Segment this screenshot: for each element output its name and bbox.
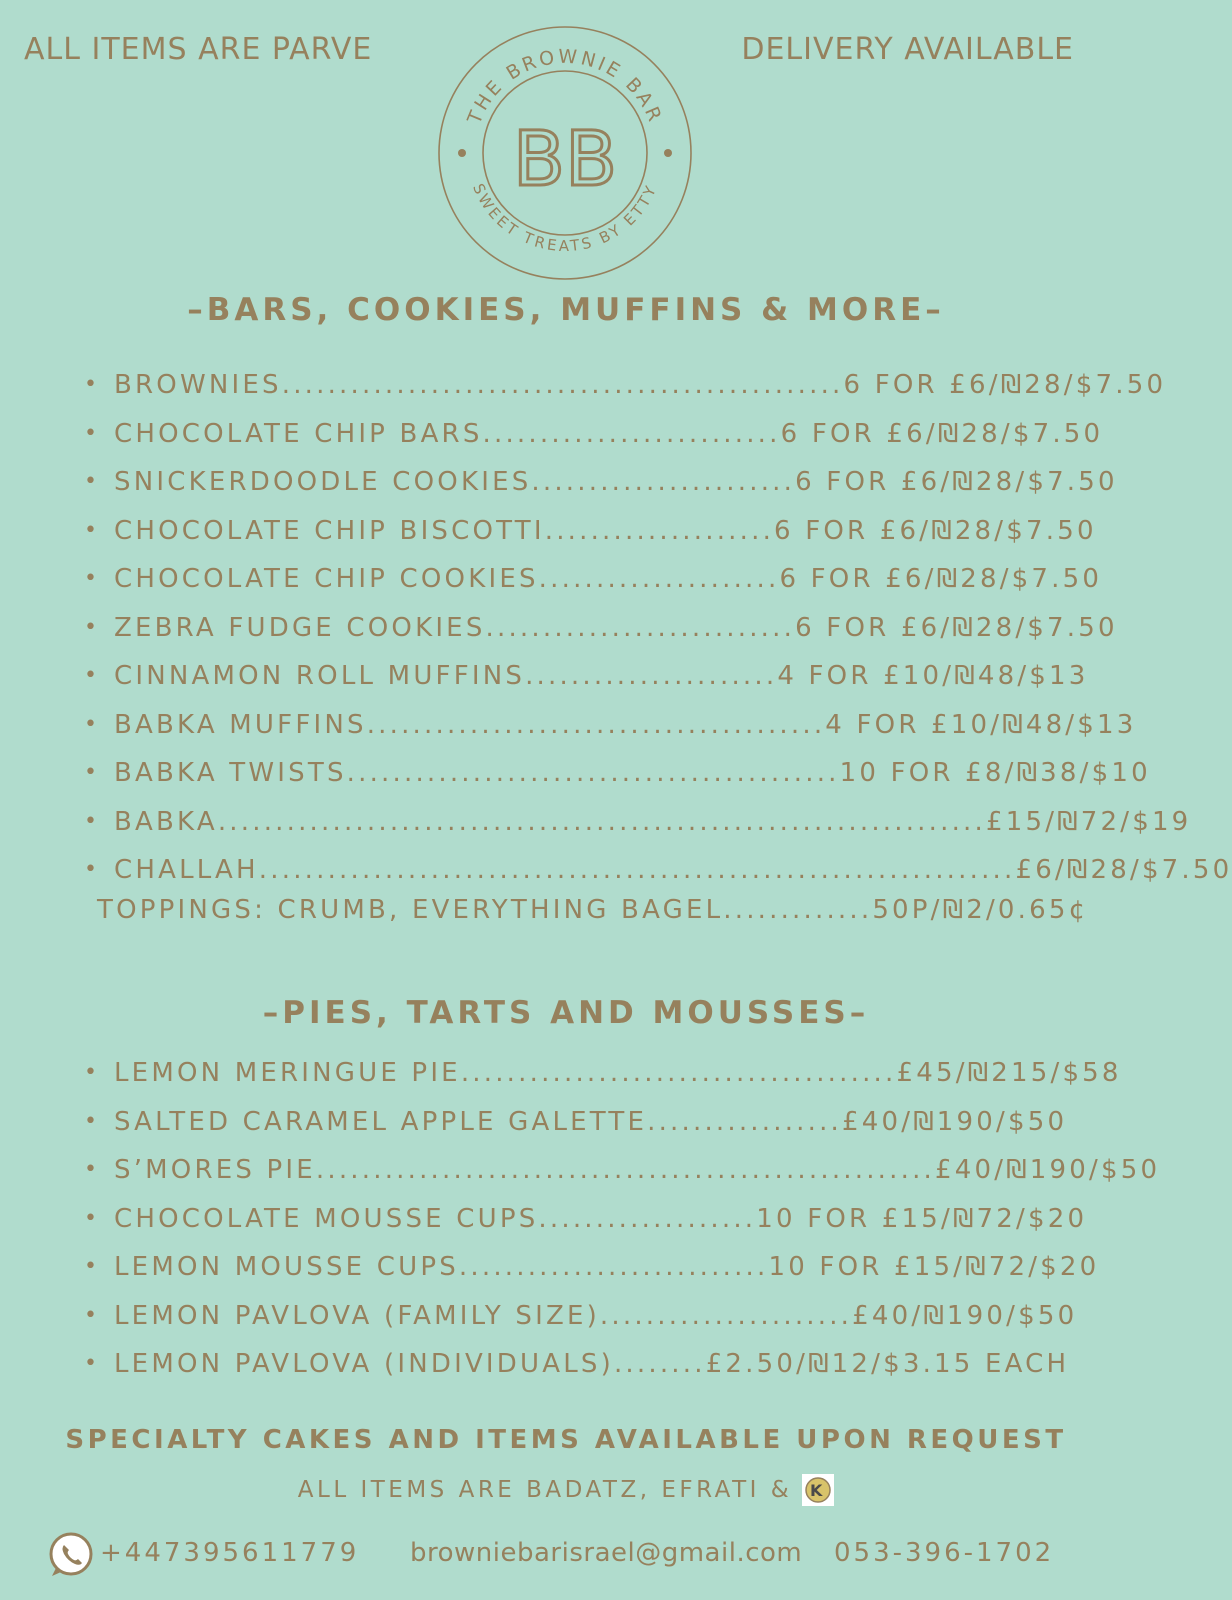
phone-israel[interactable]: 053-396-1702 — [834, 1538, 1055, 1568]
kosher-note — [0, 1474, 1132, 1506]
menu-item: • CHOCOLATE MOUSSE CUPS ................... 10 FOR £15/₪72/$20 — [84, 1195, 1160, 1244]
menu-item: • LEMON PAVLOVA (INDIVIDUALS) ........ £2.50/₪12/$3.15 EACH — [84, 1340, 1160, 1389]
section-title-bars: –BARS, COOKIES, MUFFINS & MORE– — [187, 292, 945, 328]
menu-item: • BABKA TWISTS ........................................... 10 FOR £8/₪38/$10 — [84, 749, 1232, 798]
delivery-note: DELIVERY AVAILABLE — [741, 32, 1074, 67]
logo-arc-bottom: SWEET TREATS BY ETTY — [469, 180, 661, 255]
bullet-icon: • — [84, 760, 97, 785]
menu-item: • SNICKERDOODLE COOKIES ....................... 6 FOR £6/₪28/$7.50 — [84, 458, 1232, 507]
logo-arc-top: THE BROWNIE BAR — [463, 45, 667, 128]
section-title-pies: –PIES, TARTS AND MOUSSES– — [262, 995, 870, 1031]
menu-item: • S’MORES PIE ...................................................... £40/₪190/$50 — [84, 1146, 1160, 1195]
menu-item: • CHOCOLATE CHIP BARS .......................... 6 FOR £6/₪28/$7.50 — [84, 410, 1232, 459]
bullet-icon: • — [84, 1205, 97, 1231]
toppings-line: TOPPINGS: CRUMB, EVERYTHING BAGEL.............50P/₪2/0.65¢ — [97, 895, 1089, 925]
kosher-text: ALL ITEMS ARE BADATZ, EFRATI & — [297, 1477, 793, 1503]
bullet-icon: • — [84, 517, 97, 543]
whatsapp-phone-icon — [46, 1530, 96, 1580]
menu-item: • LEMON MOUSSE CUPS ........................... 10 FOR £15/₪72/$20 — [84, 1243, 1160, 1292]
logo-monogram: BB — [512, 114, 618, 203]
bullet-icon: • — [84, 1157, 97, 1182]
bullet-icon: • — [84, 1108, 97, 1134]
bars-menu-list — [84, 361, 1232, 895]
bullet-icon: • — [84, 566, 97, 591]
bullet-icon: • — [84, 372, 97, 397]
menu-item: • LEMON PAVLOVA (FAMILY SIZE) ...................... £40/₪190/$50 — [84, 1292, 1160, 1341]
bullet-icon: • — [84, 711, 97, 737]
bullet-icon: • — [84, 614, 97, 640]
parve-note: ALL ITEMS ARE PARVE — [24, 32, 373, 67]
bullet-icon: • — [84, 1351, 97, 1376]
menu-item: • CHALLAH .................................................................. £6/₪28/$7.50 — [84, 846, 1232, 895]
menu-item: • CHOCOLATE CHIP BISCOTTI .................... 6 FOR £6/₪28/$7.50 — [84, 507, 1232, 556]
bullet-icon: • — [84, 808, 97, 834]
menu-item: • BROWNIES ................................................. 6 FOR £6/₪28/$7.50 — [84, 361, 1232, 410]
menu-item: • LEMON MERINGUE PIE ...................................... £45/₪215/$58 — [84, 1049, 1160, 1098]
menu-item: • CINNAMON ROLL MUFFINS ...................... 4 FOR £10/₪48/$13 — [84, 652, 1232, 701]
bullet-icon: • — [84, 1254, 97, 1279]
email-link[interactable]: browniebarisrael@gmail.com — [410, 1538, 803, 1568]
phone-uk[interactable]: +447395611779 — [100, 1538, 360, 1568]
bullet-icon: • — [84, 857, 97, 882]
kosher-k-icon — [802, 1474, 834, 1506]
bullet-icon: • — [84, 469, 97, 494]
bullet-icon: • — [84, 1060, 97, 1085]
menu-item: • CHOCOLATE CHIP COOKIES ..................... 6 FOR £6/₪28/$7.50 — [84, 555, 1232, 604]
menu-item: • ZEBRA FUDGE COOKIES ........................... 6 FOR £6/₪28/$7.50 — [84, 604, 1232, 653]
menu-item: • BABKA ................................................................... £15/₪72/$19 — [84, 798, 1232, 847]
bullet-icon: • — [84, 663, 97, 688]
svg-text:K: K — [810, 1481, 827, 1500]
specialty-note: SPECIALTY CAKES AND ITEMS AVAILABLE UPON REQUEST — [65, 1425, 1067, 1455]
menu-item: • SALTED CARAMEL APPLE GALETTE ................. £40/₪190/$50 — [84, 1098, 1160, 1147]
bullet-icon: • — [84, 420, 97, 446]
pies-menu-list — [84, 1049, 1160, 1389]
brownie-bar-logo — [437, 25, 693, 281]
bullet-icon: • — [84, 1302, 97, 1328]
menu-item: • BABKA MUFFINS ........................................ 4 FOR £10/₪48/$13 — [84, 701, 1232, 750]
